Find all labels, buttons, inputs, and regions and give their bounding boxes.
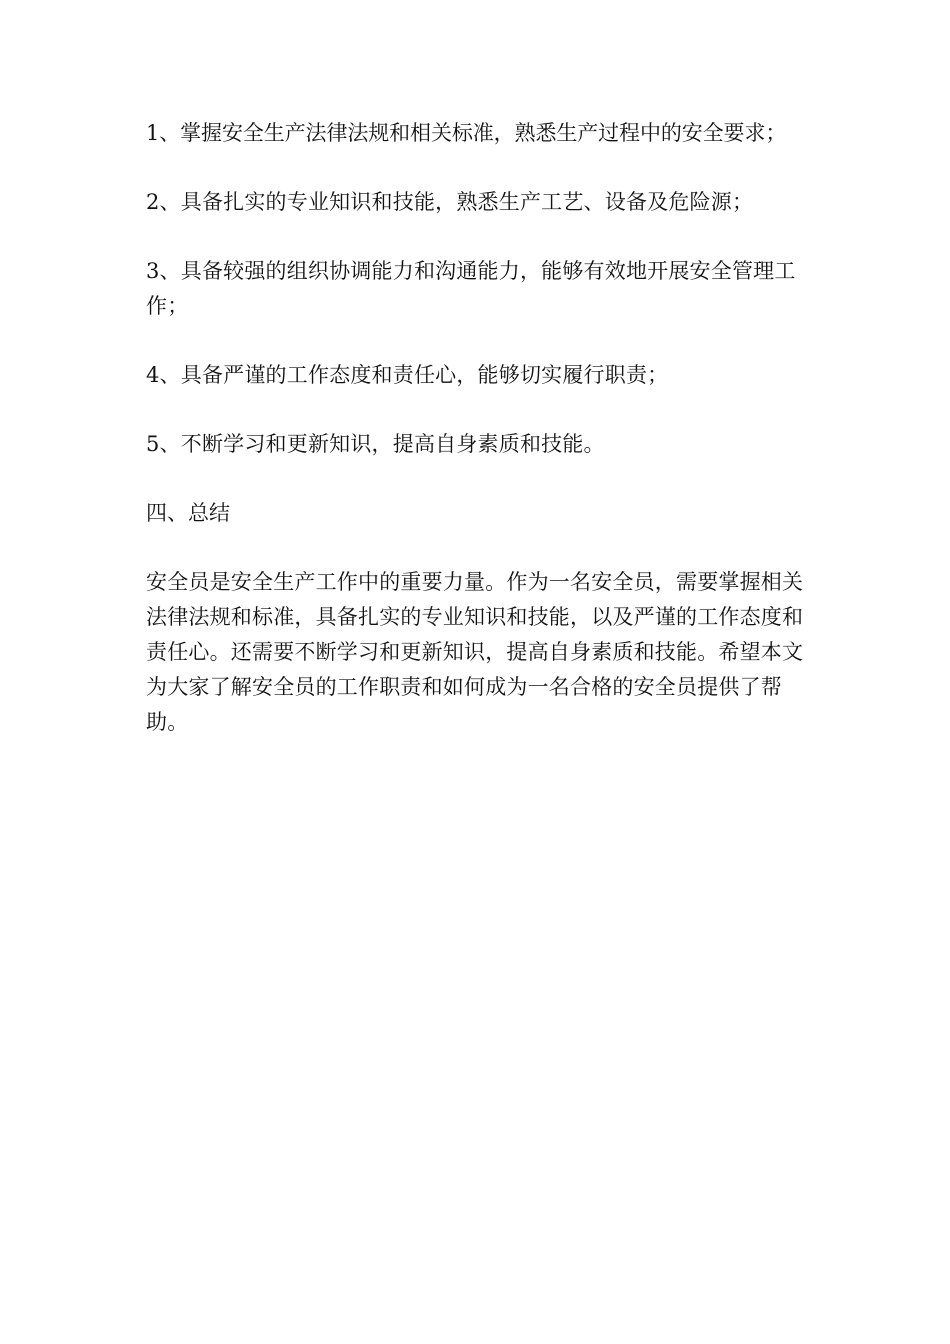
requirement-item-3: 3、具备较强的组织协调能力和沟通能力，能够有效地开展安全管理工作； <box>146 259 796 318</box>
summary-paragraph: 安全员是安全生产工作中的重要力量。作为一名安全员，需要掌握相关法律法规和标准，具备扎实的专业知识和技能，以及严谨的工作态度和责任心。还需要不断学习和更新知识，提高自身素质和技能。希望本文为大家了解安全员的工作职责和如何成为一名合格的安全员提供了帮助。 <box>146 570 804 734</box>
requirement-item-2: 2、具备扎实的专业知识和技能，熟悉生产工艺、设备及危险源； <box>146 190 754 214</box>
requirement-item-4: 4、具备严谨的工作态度和责任心，能够切实履行职责； <box>146 363 669 387</box>
requirement-item-1: 1、掌握安全生产法律法规和相关标准，熟悉生产过程中的安全要求； <box>146 121 787 145</box>
requirement-item-5: 5、不断学习和更新知识，提高自身素质和技能。 <box>146 432 605 456</box>
section-heading: 四、总结 <box>146 501 230 525</box>
document-body <box>146 116 816 740</box>
